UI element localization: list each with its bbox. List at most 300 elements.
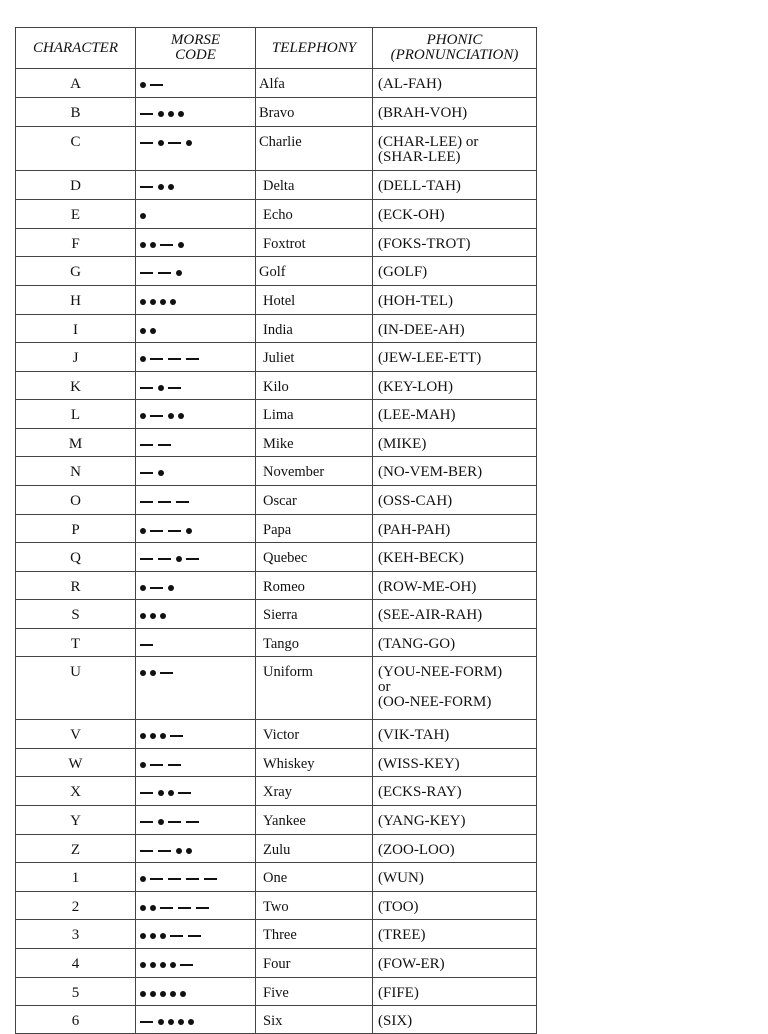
morse-dot <box>150 905 156 911</box>
morse-dash <box>170 735 183 737</box>
morse-dash <box>160 244 173 246</box>
morse-code-cell <box>136 1006 256 1034</box>
morse-code-symbols <box>140 437 255 452</box>
morse-dot <box>150 299 156 305</box>
morse-dot <box>140 762 146 768</box>
morse-dot <box>170 962 176 968</box>
telephony-cell: Lima <box>256 400 373 429</box>
morse-dot <box>160 962 166 968</box>
morse-dash <box>168 142 181 144</box>
morse-dot <box>150 933 156 939</box>
telephony-cell: Papa <box>256 515 373 543</box>
morse-dot <box>180 991 186 997</box>
morse-dash <box>168 878 181 880</box>
phonic-cell: (KEY-LOH) <box>373 372 537 400</box>
phonic-cell: (HOH-TEL) <box>373 286 537 315</box>
telephony-cell: Bravo <box>256 98 373 127</box>
morse-code-cell <box>136 69 256 98</box>
morse-dash <box>158 272 171 274</box>
morse-dot <box>168 413 174 419</box>
morse-dot <box>140 670 146 676</box>
morse-code-symbols <box>140 380 255 395</box>
character-cell: S <box>16 600 136 629</box>
header-row <box>16 28 537 69</box>
table-row <box>16 343 537 372</box>
morse-dash <box>176 501 189 503</box>
morse-code-symbols <box>140 135 255 150</box>
telephony-cell: Whiskey <box>256 749 373 777</box>
table-row <box>16 486 537 515</box>
morse-code-symbols <box>140 728 255 743</box>
morse-dash <box>186 821 199 823</box>
morse-code-cell <box>136 372 256 400</box>
morse-dot <box>150 991 156 997</box>
character-cell: 2 <box>16 892 136 920</box>
table-row <box>16 1006 537 1034</box>
phonic-cell: (DELL-TAH) <box>373 171 537 200</box>
table-row <box>16 372 537 400</box>
morse-dot <box>168 184 174 190</box>
morse-code-cell <box>136 257 256 286</box>
morse-dot <box>170 991 176 997</box>
morse-dot <box>170 299 176 305</box>
character-cell: P <box>16 515 136 543</box>
telephony-cell: Mike <box>256 429 373 457</box>
morse-dot <box>140 733 146 739</box>
telephony-cell: Alfa <box>256 69 373 98</box>
morse-dot <box>140 356 146 362</box>
morse-dash <box>168 821 181 823</box>
morse-code-symbols <box>140 900 255 915</box>
morse-code-cell <box>136 515 256 543</box>
character-cell: L <box>16 400 136 429</box>
morse-code-cell <box>136 486 256 515</box>
morse-code-symbols <box>140 106 255 121</box>
morse-dot <box>140 82 146 88</box>
morse-dash <box>186 558 199 560</box>
phonic-cell: (VIK-TAH) <box>373 720 537 749</box>
morse-dot <box>140 962 146 968</box>
morse-dash <box>168 358 181 360</box>
table-row <box>16 629 537 657</box>
phonic-cell: (WUN) <box>373 863 537 892</box>
table-row <box>16 171 537 200</box>
morse-code-cell <box>136 286 256 315</box>
phonic-cell: (TREE) <box>373 920 537 949</box>
morse-code-cell <box>136 315 256 343</box>
morse-dash <box>178 907 191 909</box>
morse-dot <box>150 242 156 248</box>
character-cell: R <box>16 572 136 600</box>
morse-dash <box>158 501 171 503</box>
morse-dot <box>178 111 184 117</box>
phonic-cell: (GOLF) <box>373 257 537 286</box>
table-row <box>16 978 537 1006</box>
morse-dash <box>140 1021 153 1023</box>
character-cell: A <box>16 69 136 98</box>
morse-dot <box>168 585 174 591</box>
telephony-cell: Charlie <box>256 127 373 171</box>
morse-dash <box>140 644 153 646</box>
phonic-cell: (TOO) <box>373 892 537 920</box>
morse-dot <box>150 670 156 676</box>
table-row <box>16 572 537 600</box>
morse-dot <box>140 213 146 219</box>
character-cell: D <box>16 171 136 200</box>
telephony-cell: Yankee <box>256 806 373 835</box>
phonic-cell: (JEW-LEE-ETT) <box>373 343 537 372</box>
morse-code-cell <box>136 600 256 629</box>
character-cell: K <box>16 372 136 400</box>
morse-dash <box>140 792 153 794</box>
telephony-cell: Two <box>256 892 373 920</box>
header-morse-code: MORSE CODE <box>136 28 256 69</box>
phonic-cell: (FOW-ER) <box>373 949 537 978</box>
phonic-cell: (ECK-OH) <box>373 200 537 229</box>
morse-dash <box>150 764 163 766</box>
morse-dash <box>140 444 153 446</box>
morse-dash <box>140 387 153 389</box>
table-row <box>16 949 537 978</box>
telephony-cell: Four <box>256 949 373 978</box>
telephony-cell: Uniform <box>256 657 373 720</box>
morse-dash <box>178 792 191 794</box>
morse-dot <box>176 270 182 276</box>
table-row <box>16 720 537 749</box>
morse-dash <box>150 415 163 417</box>
morse-code-cell <box>136 543 256 572</box>
character-cell: G <box>16 257 136 286</box>
morse-dot <box>178 413 184 419</box>
morse-code-cell <box>136 127 256 171</box>
morse-dot <box>140 413 146 419</box>
telephony-cell: Foxtrot <box>256 229 373 257</box>
table-row <box>16 315 537 343</box>
morse-dot <box>158 385 164 391</box>
telephony-cell: Six <box>256 1006 373 1034</box>
morse-code-symbols <box>140 986 255 1001</box>
morse-code-symbols <box>140 351 255 366</box>
morse-code-symbols <box>140 637 255 652</box>
phonic-cell: (YOU-NEE-FORM) or (OO-NEE-FORM) <box>373 657 537 720</box>
table-row <box>16 69 537 98</box>
table-row <box>16 657 537 720</box>
character-cell: X <box>16 777 136 806</box>
morse-dot <box>140 876 146 882</box>
morse-code-symbols <box>140 814 255 829</box>
phonic-cell: (SIX) <box>373 1006 537 1034</box>
table-row <box>16 457 537 486</box>
phonic-cell: (OSS-CAH) <box>373 486 537 515</box>
morse-code-symbols <box>140 408 255 423</box>
morse-dash <box>150 530 163 532</box>
morse-dash <box>188 935 201 937</box>
morse-dash <box>140 821 153 823</box>
phonic-cell: (IN-DEE-AH) <box>373 315 537 343</box>
morse-code-cell <box>136 457 256 486</box>
morse-dash <box>158 558 171 560</box>
morse-dash <box>140 472 153 474</box>
morse-code-symbols <box>140 957 255 972</box>
table-row <box>16 892 537 920</box>
morse-dash <box>140 272 153 274</box>
character-cell: 6 <box>16 1006 136 1034</box>
header-character: CHARACTER <box>16 28 136 69</box>
morse-dot <box>176 848 182 854</box>
table-row <box>16 920 537 949</box>
telephony-cell: Xray <box>256 777 373 806</box>
morse-dash <box>140 850 153 852</box>
phonic-cell: (BRAH-VOH) <box>373 98 537 127</box>
character-cell: I <box>16 315 136 343</box>
header-telephony: TELEPHONY <box>256 28 373 69</box>
character-cell: U <box>16 657 136 720</box>
table-row <box>16 200 537 229</box>
morse-code-cell <box>136 777 256 806</box>
telephony-cell: Zulu <box>256 835 373 863</box>
phonic-cell: (MIKE) <box>373 429 537 457</box>
morse-dot <box>140 299 146 305</box>
morse-code-symbols <box>140 323 255 338</box>
morse-code-table <box>15 27 537 1034</box>
morse-dash <box>140 186 153 188</box>
morse-code-cell <box>136 920 256 949</box>
telephony-cell: Romeo <box>256 572 373 600</box>
character-cell: 3 <box>16 920 136 949</box>
telephony-cell: India <box>256 315 373 343</box>
morse-code-symbols <box>140 928 255 943</box>
phonic-cell: (ECKS-RAY) <box>373 777 537 806</box>
morse-dot <box>168 111 174 117</box>
morse-code-cell <box>136 657 256 720</box>
character-cell: 4 <box>16 949 136 978</box>
telephony-cell: Victor <box>256 720 373 749</box>
telephony-cell: Sierra <box>256 600 373 629</box>
morse-dot <box>186 848 192 854</box>
morse-dot <box>140 528 146 534</box>
morse-dash <box>150 878 163 880</box>
table-row <box>16 515 537 543</box>
morse-dash <box>160 672 173 674</box>
morse-dot <box>150 733 156 739</box>
morse-dot <box>160 299 166 305</box>
morse-dash <box>150 587 163 589</box>
morse-code-symbols <box>140 580 255 595</box>
morse-code-cell <box>136 343 256 372</box>
telephony-cell: Oscar <box>256 486 373 515</box>
morse-dot <box>150 328 156 334</box>
morse-code-symbols <box>140 523 255 538</box>
table-row <box>16 600 537 629</box>
telephony-cell: Delta <box>256 171 373 200</box>
morse-code-cell <box>136 572 256 600</box>
morse-dot <box>186 140 192 146</box>
character-cell: Q <box>16 543 136 572</box>
morse-dash <box>168 764 181 766</box>
character-cell: F <box>16 229 136 257</box>
morse-dash <box>186 878 199 880</box>
table-row <box>16 749 537 777</box>
morse-dash <box>204 878 217 880</box>
morse-code-symbols <box>140 465 255 480</box>
morse-code-cell <box>136 629 256 657</box>
character-cell: H <box>16 286 136 315</box>
header-phonic: PHONIC (PRONUNCIATION) <box>373 28 537 69</box>
phonic-cell: (FOKS-TROT) <box>373 229 537 257</box>
character-cell: N <box>16 457 136 486</box>
morse-code-symbols <box>140 1014 255 1029</box>
morse-dot <box>140 933 146 939</box>
telephony-cell: Three <box>256 920 373 949</box>
table-row <box>16 806 537 835</box>
phonic-cell: (ROW-ME-OH) <box>373 572 537 600</box>
table-row <box>16 863 537 892</box>
phonic-cell: (FIFE) <box>373 978 537 1006</box>
phonic-cell: (YANG-KEY) <box>373 806 537 835</box>
table-row <box>16 777 537 806</box>
phonic-cell: (SEE-AIR-RAH) <box>373 600 537 629</box>
character-cell: T <box>16 629 136 657</box>
morse-dash <box>158 850 171 852</box>
telephony-cell: Juliet <box>256 343 373 372</box>
morse-dot <box>140 905 146 911</box>
character-cell: M <box>16 429 136 457</box>
morse-dash <box>196 907 209 909</box>
table-row <box>16 400 537 429</box>
morse-dot <box>140 585 146 591</box>
phonic-cell: (TANG-GO) <box>373 629 537 657</box>
morse-code-symbols <box>140 665 255 680</box>
morse-dot <box>140 242 146 248</box>
morse-dash <box>168 530 181 532</box>
morse-dot <box>186 528 192 534</box>
morse-dash <box>150 84 163 86</box>
morse-code-table-container <box>15 27 537 1034</box>
phonic-cell: (CHAR-LEE) or (SHAR-LEE) <box>373 127 537 171</box>
morse-dot <box>140 328 146 334</box>
morse-dot <box>158 111 164 117</box>
table-row <box>16 429 537 457</box>
morse-code-symbols <box>140 294 255 309</box>
morse-code-cell <box>136 863 256 892</box>
character-cell: E <box>16 200 136 229</box>
telephony-cell: Golf <box>256 257 373 286</box>
phonic-cell: (NO-VEM-BER) <box>373 457 537 486</box>
character-cell: J <box>16 343 136 372</box>
character-cell: O <box>16 486 136 515</box>
morse-code-symbols <box>140 77 255 92</box>
telephony-cell: Echo <box>256 200 373 229</box>
morse-code-cell <box>136 229 256 257</box>
morse-code-symbols <box>140 871 255 886</box>
morse-code-symbols <box>140 757 255 772</box>
morse-code-cell <box>136 835 256 863</box>
morse-code-cell <box>136 171 256 200</box>
phonic-cell: (LEE-MAH) <box>373 400 537 429</box>
morse-code-symbols <box>140 843 255 858</box>
morse-dot <box>168 790 174 796</box>
morse-code-cell <box>136 949 256 978</box>
table-row <box>16 127 537 171</box>
morse-dash <box>150 358 163 360</box>
morse-code-symbols <box>140 208 255 223</box>
telephony-cell: Tango <box>256 629 373 657</box>
morse-dot <box>160 613 166 619</box>
morse-dot <box>160 991 166 997</box>
phonic-cell: (WISS-KEY) <box>373 749 537 777</box>
telephony-cell: Kilo <box>256 372 373 400</box>
morse-code-cell <box>136 720 256 749</box>
morse-dot <box>160 733 166 739</box>
morse-dot <box>176 556 182 562</box>
morse-dash <box>140 142 153 144</box>
morse-code-symbols <box>140 237 255 252</box>
character-cell: 1 <box>16 863 136 892</box>
morse-dot <box>178 242 184 248</box>
morse-dot <box>158 470 164 476</box>
morse-code-symbols <box>140 494 255 509</box>
phonic-cell: (PAH-PAH) <box>373 515 537 543</box>
telephony-cell: Five <box>256 978 373 1006</box>
morse-code-cell <box>136 400 256 429</box>
morse-dash <box>168 387 181 389</box>
morse-dot <box>150 613 156 619</box>
morse-code-symbols <box>140 551 255 566</box>
morse-dot <box>158 184 164 190</box>
table-body <box>16 69 537 1034</box>
table-row <box>16 257 537 286</box>
morse-dot <box>158 140 164 146</box>
character-cell: B <box>16 98 136 127</box>
character-cell: 5 <box>16 978 136 1006</box>
morse-dash <box>140 558 153 560</box>
morse-dot <box>160 933 166 939</box>
telephony-cell: Hotel <box>256 286 373 315</box>
morse-code-cell <box>136 806 256 835</box>
table-row <box>16 98 537 127</box>
morse-dash <box>170 935 183 937</box>
morse-dash <box>180 964 193 966</box>
character-cell: Z <box>16 835 136 863</box>
morse-code-symbols <box>140 179 255 194</box>
character-cell: C <box>16 127 136 171</box>
morse-dot <box>140 991 146 997</box>
table-row <box>16 286 537 315</box>
morse-code-symbols <box>140 608 255 623</box>
morse-dash <box>158 444 171 446</box>
character-cell: W <box>16 749 136 777</box>
character-cell: Y <box>16 806 136 835</box>
telephony-cell: One <box>256 863 373 892</box>
morse-code-symbols <box>140 265 255 280</box>
telephony-cell: November <box>256 457 373 486</box>
morse-code-cell <box>136 978 256 1006</box>
morse-code-cell <box>136 98 256 127</box>
character-cell: V <box>16 720 136 749</box>
phonic-cell: (AL-FAH) <box>373 69 537 98</box>
morse-code-cell <box>136 892 256 920</box>
table-row <box>16 835 537 863</box>
morse-code-cell <box>136 200 256 229</box>
table-row <box>16 229 537 257</box>
table-row <box>16 543 537 572</box>
telephony-cell: Quebec <box>256 543 373 572</box>
morse-dash <box>140 113 153 115</box>
morse-dash <box>186 358 199 360</box>
morse-dot <box>150 962 156 968</box>
morse-code-cell <box>136 749 256 777</box>
morse-code-cell <box>136 429 256 457</box>
